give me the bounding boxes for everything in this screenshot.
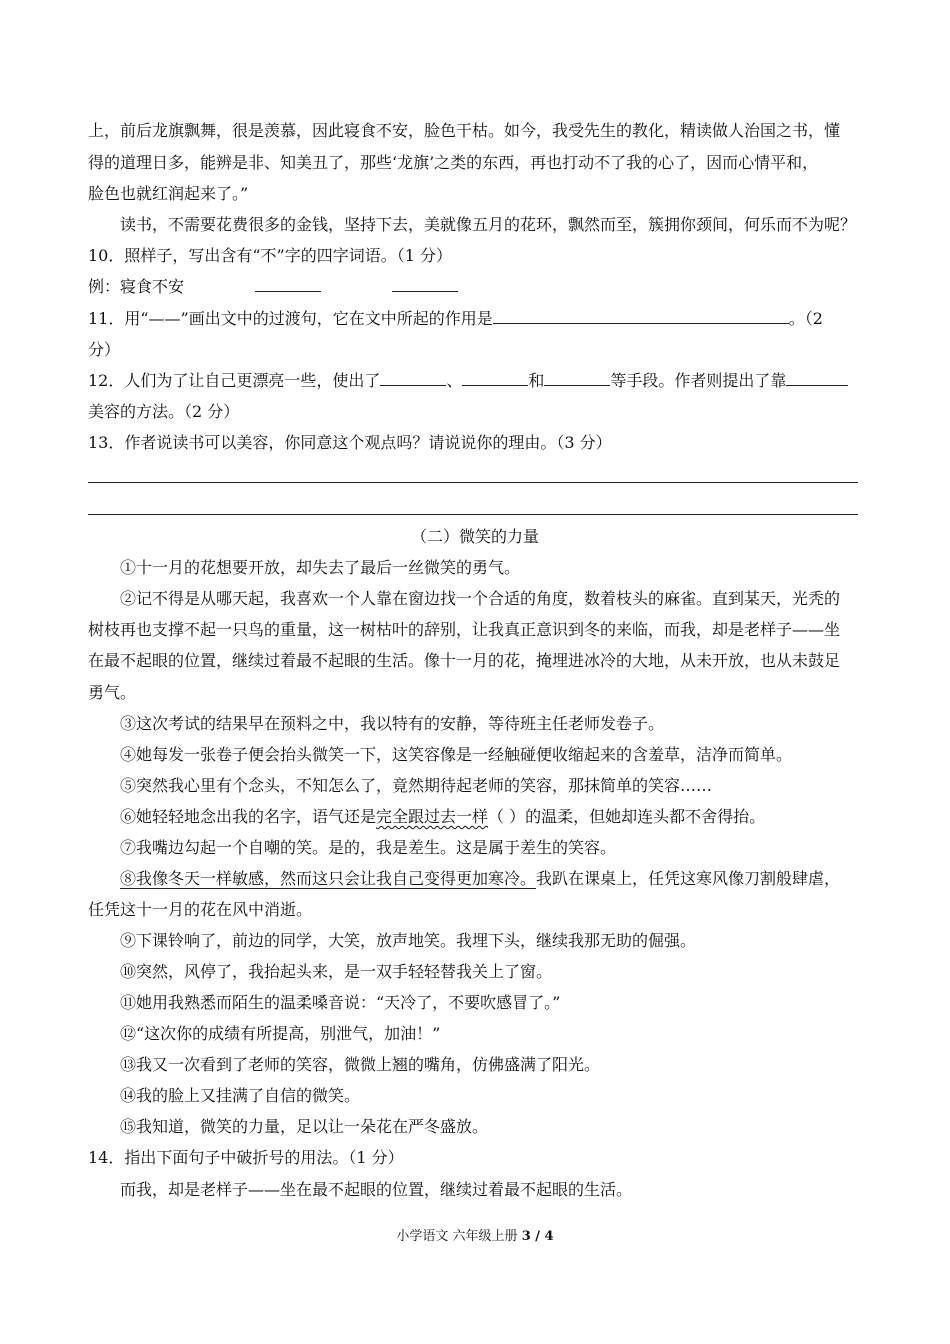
answer-blank[interactable] xyxy=(544,371,610,386)
answer-blank[interactable] xyxy=(255,277,321,292)
answer-blank[interactable] xyxy=(392,277,458,292)
answer-blank[interactable] xyxy=(462,371,528,386)
question-12-text: 12．人们为了让自己更漂亮一些，使出了 xyxy=(88,371,381,390)
paragraph-8 xyxy=(120,869,868,889)
passage-line: 读书，不需要花费很多的金钱，坚持下去，美就像五月的花环，飘然而至，簇拥你颈间，何乐而不为呢？ xyxy=(120,215,857,234)
question-10-example xyxy=(88,277,868,297)
paragraph-6 xyxy=(120,807,868,827)
question-12 xyxy=(88,371,868,391)
paragraph-1: ①十一月的花想要开放，却失去了最后一丝微笑的勇气。 xyxy=(120,558,521,577)
separator: 和 xyxy=(528,371,545,390)
question-13: 13．作者说读书可以美容，你同意这个观点吗？请说说你的理由。（3 分） xyxy=(88,433,612,452)
paragraph-15: ⑮我知道，微笑的力量，足以让一朵花在严冬盛放。 xyxy=(120,1117,489,1136)
paragraph-9: ⑨下课铃响了，前边的同学，大笑，放声地笑。我埋下头，继续我那无助的倔强。 xyxy=(120,931,697,950)
question-11-end: 。（2 xyxy=(788,309,823,328)
answer-blank[interactable] xyxy=(786,371,848,386)
answer-blank[interactable] xyxy=(493,309,789,324)
separator: 、 xyxy=(446,371,463,390)
example-text: 例：寝食不安 xyxy=(88,277,185,296)
question-12-cont: 美容的方法。（2 分） xyxy=(88,402,240,421)
page-footer xyxy=(0,1228,950,1246)
answer-line[interactable] xyxy=(88,514,858,515)
paragraph-6-text: ⑥她轻轻地念出我的名字，语气还是 xyxy=(120,807,377,826)
paragraph-6-text2: （ ）的温柔，但她却连头都不舍得抬。 xyxy=(488,807,766,826)
answer-line[interactable] xyxy=(88,482,858,483)
answer-blank[interactable] xyxy=(380,371,446,386)
question-11-cont: 分） xyxy=(88,340,121,359)
question-11-text: 11．用“——”画出文中的过渡句，它在文中所起的作用是 xyxy=(88,309,493,328)
paragraph-14: ⑭我的脸上又挂满了自信的微笑。 xyxy=(120,1086,361,1105)
paragraph-13: ⑬我又一次看到了老师的笑容，微微上翘的嘴角，仿佛盛满了阳光。 xyxy=(120,1055,601,1074)
wavy-underlined-phrase: 完全跟过去一样 xyxy=(376,807,489,826)
question-14: 14．指出下面句子中破折号的用法。（1 分） xyxy=(88,1148,404,1167)
passage-line: 脸色也就红润起来了。” xyxy=(88,184,249,203)
paragraph-2-line: 树枝再也支撑不起一只鸟的重量，这一树枯叶的辞别，让我真正意识到冬的来临，而我，却是老样子——坐 xyxy=(88,620,841,639)
paragraph-8-cont: 任凭这十一月的花在风中消逝。 xyxy=(88,900,313,919)
question-14-sentence: 而我，却是老样子——坐在最不起眼的位置，继续过着最不起眼的生活。 xyxy=(120,1180,633,1199)
paragraph-2-line: ②记不得是从哪天起，我喜欢一个人靠在窗边找一个合适的角度，数着枝头的麻雀。直到某天，光秃的 xyxy=(120,589,841,608)
page-number: 3 / 4 xyxy=(521,1229,554,1244)
paragraph-2-line: 勇气。 xyxy=(88,683,137,702)
question-11 xyxy=(88,309,868,329)
footer-label: 小学语文 六年级上册 xyxy=(396,1229,518,1244)
paragraph-2-line: 在最不起眼的位置，继续过着最不起眼的生活。像十一月的花，掩埋进冰冷的大地，从未开放，也从未鼓足 xyxy=(88,651,841,670)
passage-line: 上，前后龙旗飘舞，很是羡慕，因此寝食不安，脸色干枯。如今，我受先生的教化，精读做人治国之书，懂 xyxy=(88,121,841,140)
underlined-sentence: ⑧我像冬天一样敏感，然而这只会让我自己变得更加寒冷。 xyxy=(120,869,537,888)
passage-line: 得的道理日多，能辨是非、知美丑了，那些‘龙旗’之类的东西，再也打动不了我的心了，因而心情平和， xyxy=(88,153,819,172)
paragraph-5: ⑤突然我心里有个念头，不知怎么了，竟然期待起老师的笑容，那抹简单的笑容…… xyxy=(120,776,713,795)
paragraph-4: ④她每发一张卷子便会抬头微笑一下，这笑容像是一经触碰便收缩起来的含羞草，洁净而简单。 xyxy=(120,745,793,764)
paragraph-7: ⑦我嘴边勾起一个自嘲的笑。是的，我是差生。这是属于差生的笑容。 xyxy=(120,838,617,857)
question-10: 10．照样子，写出含有“不”字的四字词语。（1 分） xyxy=(88,246,452,265)
paragraph-10: ⑩突然，风停了，我抬起头来，是一双手轻轻替我关上了窗。 xyxy=(120,962,553,981)
question-12-text2: 等手段。作者则提出了靠 xyxy=(610,371,787,390)
paragraph-12: ⑫“这次你的成绩有所提高，别泄气，加油！” xyxy=(120,1024,441,1043)
paragraph-8-text: 我趴在课桌上，任凭这寒风像刀割般肆虐， xyxy=(536,869,841,888)
paragraph-11: ⑪她用我熟悉而陌生的温柔嗓音说：“天冷了，不要吹感冒了。” xyxy=(120,993,561,1012)
passage-title: （二）微笑的力量 xyxy=(410,527,539,546)
paragraph-3: ③这次考试的结果早在预料之中，我以特有的安静，等待班主任老师发卷子。 xyxy=(120,714,665,733)
